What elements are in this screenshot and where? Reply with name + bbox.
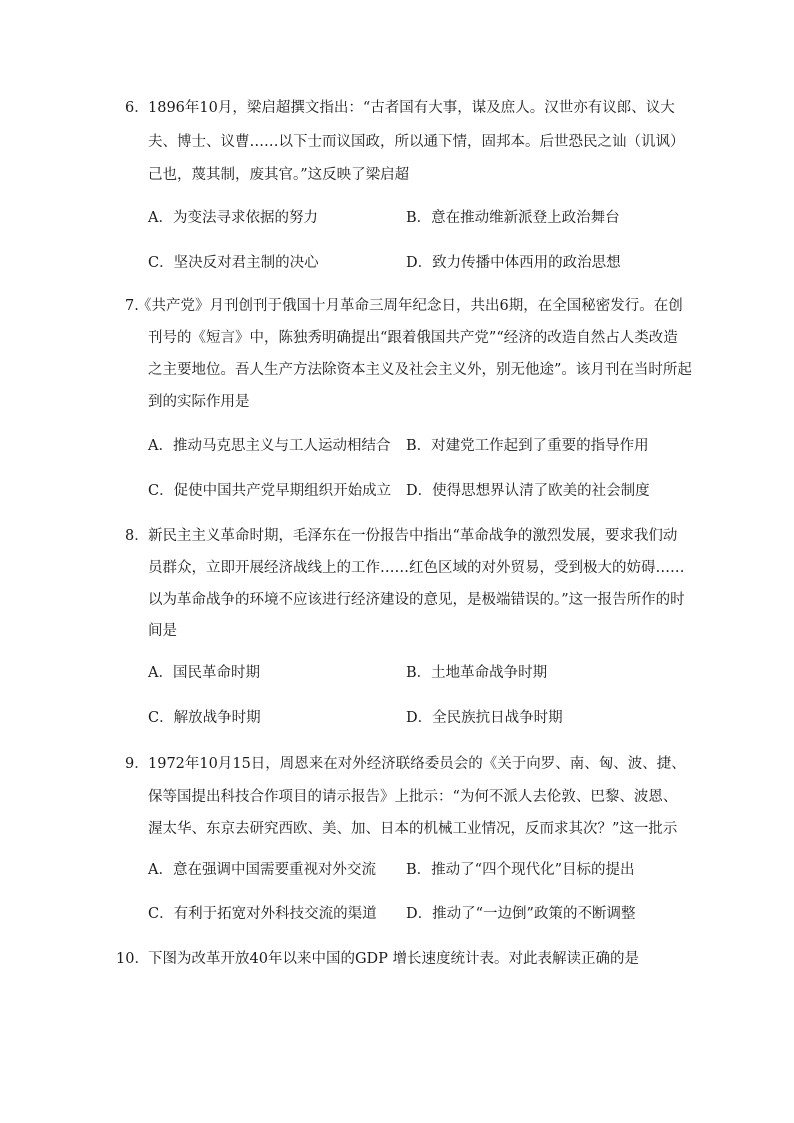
question-stem-line: 《共产党》月刊创刊于俄国十月革命三周年纪念日，共出6期，在全国秘密发行。在创 bbox=[137, 298, 683, 314]
option-a[interactable]: A．为变法寻求依据的努力 bbox=[148, 210, 318, 226]
question-stem-line: 保等国提出科技合作项目的请示报告》上批示：“为何不派人去伦敦、巴黎、波恩、 bbox=[148, 789, 678, 805]
question-stem-line: 之主要地位。吾人生产方法除资本主义及社会主义外，别无他途”。该月刊在当时所起 bbox=[148, 362, 692, 378]
option-b[interactable]: B．对建党工作起到了重要的指导作用 bbox=[406, 438, 649, 454]
option-b[interactable]: B．意在推动维新派登上政治舞台 bbox=[406, 210, 620, 226]
option-a[interactable]: A．意在强调中国需要重视对外交流 bbox=[148, 862, 376, 878]
question-stem-line: 员群众，立即开展经济战线上的工作……红色区域的对外贸易，受到极大的妨碍…… bbox=[148, 560, 685, 576]
question-stem-line: 以为革命战争的环境不应该进行经济建设的意见，是极端错误的。”这一报告所作的时 bbox=[148, 592, 685, 608]
question-stem-line: 新民主主义革命时期，毛泽东在一份报告中指出“革命战争的激烈发展，要求我们动 bbox=[148, 528, 678, 544]
question-stem-line: 夫、博士、议曹……以下士而议国政，所以通下情，固邦本。后世恐民之讪（讥讽） bbox=[148, 134, 685, 150]
question-stem-line: 1972年10月15日，周恩来在对外经济联络委员会的《关于向罗、南、匈、波、捷、 bbox=[148, 756, 686, 772]
question-stem-line: 到的实际作用是 bbox=[148, 394, 250, 410]
question-stem-line: 间是 bbox=[148, 623, 177, 639]
option-b[interactable]: B．土地革命战争时期 bbox=[406, 665, 548, 681]
option-c[interactable]: C．坚决反对君主制的决心 bbox=[148, 255, 319, 271]
question-stem-line: 刊号的《短言》中，陈独秀明确提出“跟着俄国共产党”“经济的改造自然占人类改造 bbox=[148, 330, 678, 346]
option-d[interactable]: D．致力传播中体西用的政治思想 bbox=[406, 255, 621, 271]
option-c[interactable]: C．有利于拓宽对外科技交流的渠道 bbox=[148, 906, 377, 922]
option-a[interactable]: A．推动马克思主义与工人运动相结合 bbox=[148, 438, 391, 454]
option-b[interactable]: B．推动了“四个现代化”目标的提出 bbox=[406, 862, 635, 878]
question-number: 8． bbox=[125, 528, 149, 544]
question-number: 6． bbox=[125, 100, 149, 116]
option-c[interactable]: C．解放战争时期 bbox=[148, 710, 261, 726]
question-number: 7. bbox=[125, 298, 139, 314]
option-d[interactable]: D．使得思想界认清了欧美的社会制度 bbox=[406, 483, 650, 499]
option-c[interactable]: C．促使中国共产党早期组织开始成立 bbox=[148, 483, 392, 499]
option-d[interactable]: D．全民族抗日战争时期 bbox=[406, 710, 563, 726]
question-number: 10． bbox=[116, 951, 149, 967]
question-stem-line: 渥太华、东京去研究西欧、美、加、日本的机械工业情况，反而求其次？”这一批示 bbox=[148, 821, 678, 837]
question-stem-line: 1896年10月，梁启超撰文指出：“古者国有大事，谋及庶人。汉世亦有议郎、议大 bbox=[148, 100, 675, 116]
option-d[interactable]: D．推动了“一边倒”政策的不断调整 bbox=[406, 906, 636, 922]
question-number: 9． bbox=[125, 756, 149, 772]
question-stem-line: 己也，蔑其制，废其官。”这反映了梁启超 bbox=[148, 167, 410, 183]
question-stem-line: 下图为改革开放40年以来中国的GDP 增长速度统计表。对此表解读正确的是 bbox=[148, 951, 640, 967]
option-a[interactable]: A．国民革命时期 bbox=[148, 665, 260, 681]
